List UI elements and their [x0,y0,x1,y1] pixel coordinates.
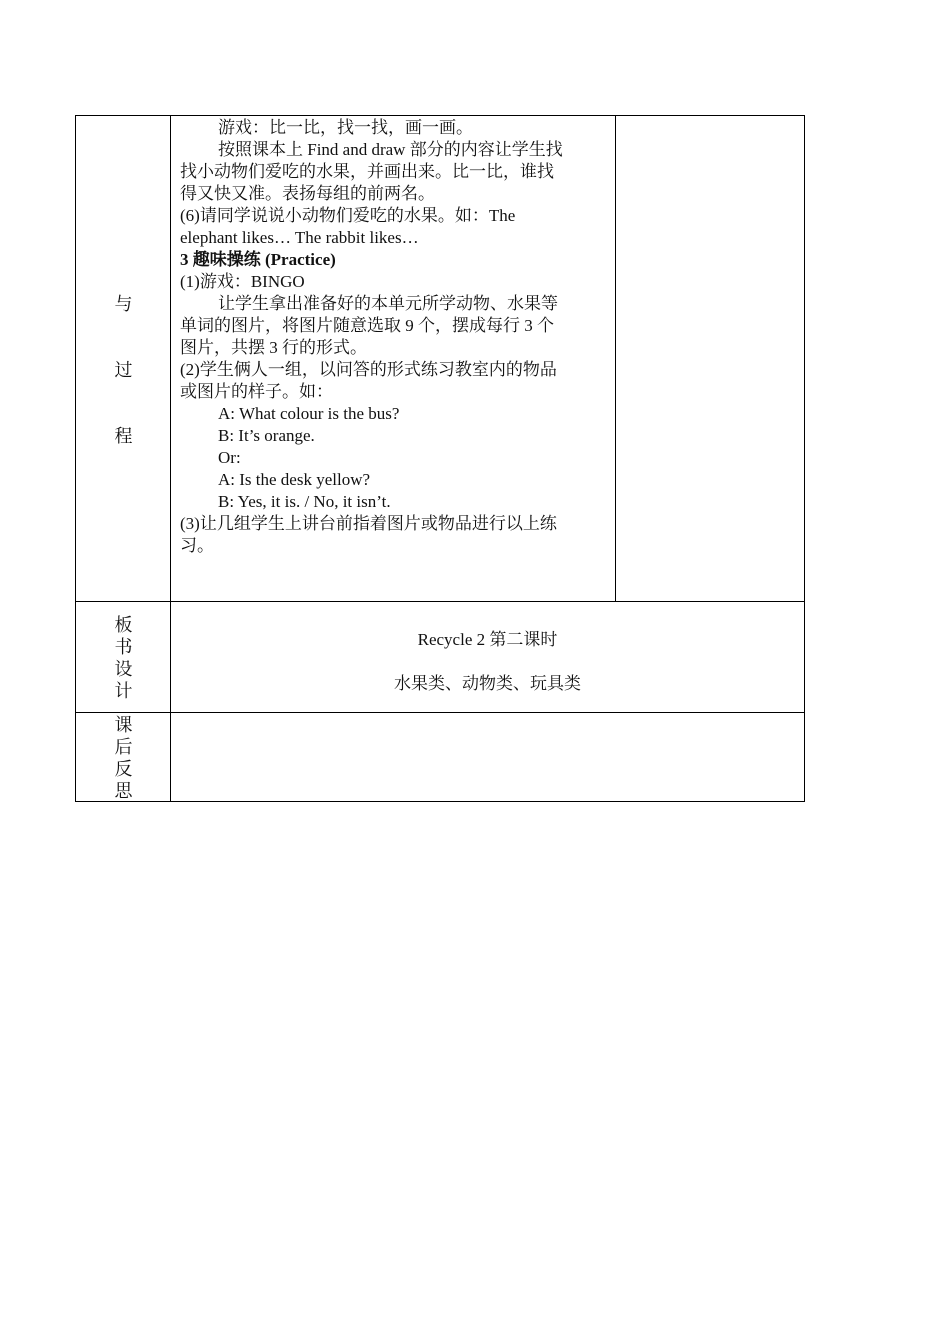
process-line: 让学生拿出准备好的本单元所学动物、水果等 [218,294,558,313]
board-line-2: 水果类、动物类、玩具类 [394,674,581,693]
reflection-content-area [171,713,804,801]
process-line: 得又快又准。表扬每组的前两名。 [180,184,435,203]
label-process-1: 与 [114,294,133,314]
label-reflection: 课 后 反 思 [114,715,133,801]
dialogue-line: B: It’s orange. [218,426,315,445]
label-board-design: 板 书 设 计 [114,615,133,701]
process-line: (3)让几组学生上讲台前指着图片或物品进行以上练 [180,514,557,533]
board-line-1: Recycle 2 第二课时 [417,630,558,649]
process-line: (6)请同学说说小动物们爱吃的水果。如：The [180,206,516,225]
section-heading: 3 趣味操练 (Practice) [180,250,336,269]
dialogue-line: A: What colour is the bus? [218,404,400,423]
process-line: 游戏：比一比，找一找，画一画。 [218,118,473,137]
process-line: (2)学生俩人一组，以问答的形式练习教室内的物品 [180,360,557,379]
process-line: 找小动物们爱吃的水果，并画出来。比一比，谁找 [180,162,554,181]
dialogue-line: B: Yes, it is. / No, it isn’t. [218,492,391,511]
dialogue-line: Or: [218,448,241,467]
process-line: (1)游戏：BINGO [180,272,305,291]
process-line: 图片，共摆 3 行的形式。 [180,338,367,357]
process-line: elephant likes… The rabbit likes… [180,228,419,247]
process-line: 单词的图片，将图片随意选取 9 个，摆成每行 3 个 [180,316,554,335]
label-process-2: 过 [114,360,133,380]
process-line: 按照课本上 Find and draw 部分的内容让学生找 [218,140,563,159]
dialogue-line: A: Is the desk yellow? [218,470,371,489]
process-line: 或图片的样子。如： [180,382,333,401]
process-line: 习。 [180,536,214,555]
label-process-3: 程 [114,426,133,446]
